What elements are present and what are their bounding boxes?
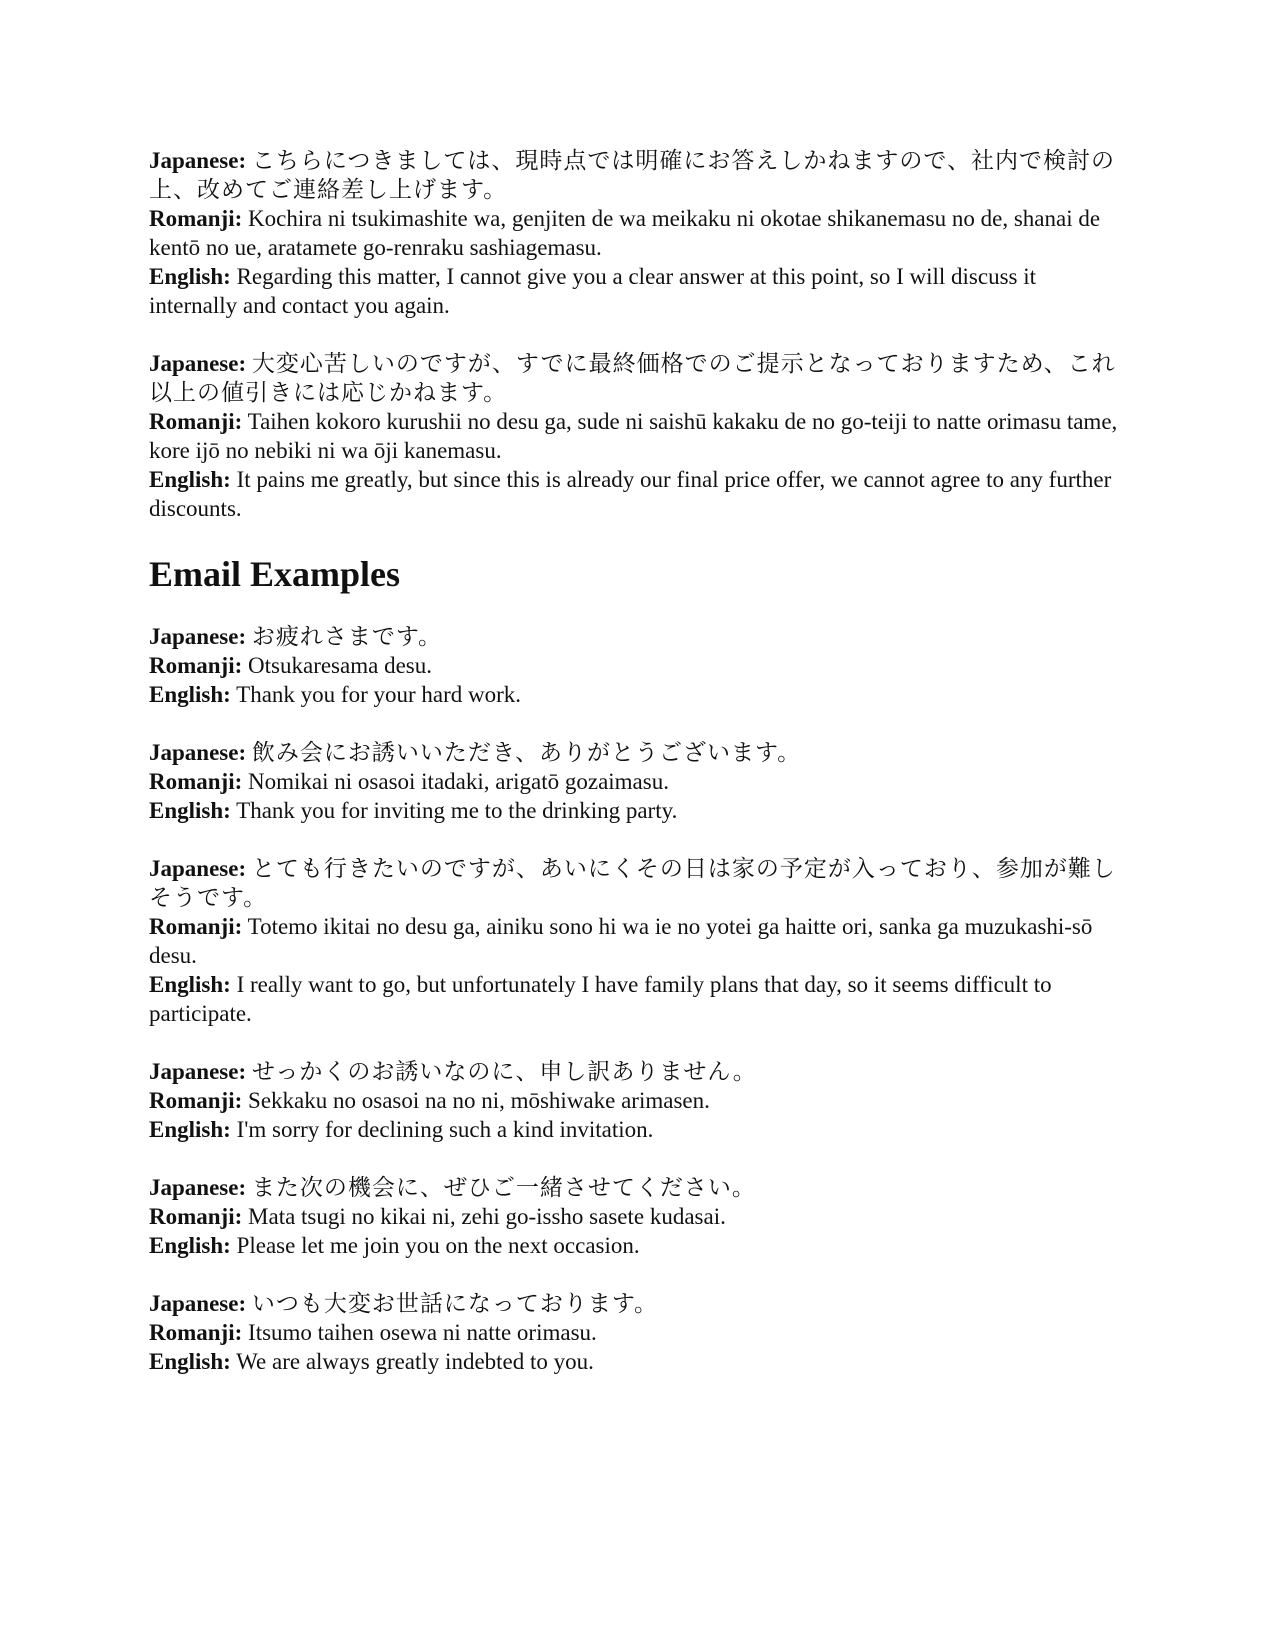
english-label: English: xyxy=(149,798,231,823)
japanese-text: いつも大変お世話になっております。 xyxy=(251,1291,659,1316)
romanji-line xyxy=(149,204,1129,262)
romanji-text: Taihen kokoro kurushii no desu ga, sude ni saishū kakaku de no go-teiji to natte orimasu tame, kore ijō no nebiki ni wa ōji kanemasu. xyxy=(149,409,1118,463)
romanji-label: Romanji: xyxy=(149,769,243,794)
romanji-label: Romanji: xyxy=(149,914,243,939)
japanese-line xyxy=(149,146,1129,204)
romanji-text: Kochira ni tsukimashite wa, genjiten de wa meikaku ni okotae shikanemasu no de, shanai de kentō no ue, aratamete go-renraku sashiagemasu. xyxy=(149,206,1101,260)
romanji-line xyxy=(149,651,1129,680)
english-label: English: xyxy=(149,1233,231,1258)
english-line xyxy=(149,1231,1129,1260)
phrase-entry xyxy=(149,146,1129,320)
english-text: It pains me greatly, but since this is already our final price offer, we cannot agree to any further discounts. xyxy=(149,467,1112,521)
english-text: Thank you for inviting me to the drinking party. xyxy=(236,798,678,823)
japanese-line xyxy=(149,738,1129,767)
email-phrase-entry xyxy=(149,1057,1129,1144)
english-line xyxy=(149,1347,1129,1376)
romanji-label: Romanji: xyxy=(149,1088,243,1113)
english-line xyxy=(149,680,1129,709)
japanese-label: Japanese: xyxy=(149,624,247,649)
english-label: English: xyxy=(149,682,231,707)
english-label: English: xyxy=(149,1349,231,1374)
japanese-label: Japanese: xyxy=(149,1059,247,1084)
japanese-label: Japanese: xyxy=(149,1291,247,1316)
english-line xyxy=(149,465,1129,523)
japanese-line xyxy=(149,854,1129,912)
email-phrase-entry xyxy=(149,622,1129,709)
english-text: I really want to go, but unfortunately I have family plans that day, so it seems difficult to participate. xyxy=(149,972,1052,1026)
section-heading: Email Examples xyxy=(149,554,401,594)
english-text: Regarding this matter, I cannot give you a clear answer at this point, so I will discuss it internally and contact you again. xyxy=(149,264,1037,318)
english-text: Thank you for your hard work. xyxy=(236,682,522,707)
english-text: Please let me join you on the next occasion. xyxy=(236,1233,640,1258)
english-label: English: xyxy=(149,467,231,492)
japanese-line xyxy=(149,1289,1129,1318)
romanji-label: Romanji: xyxy=(149,409,243,434)
romanji-line xyxy=(149,767,1129,796)
romanji-line xyxy=(149,1202,1129,1231)
phrase-entry xyxy=(149,349,1129,523)
english-label: English: xyxy=(149,1117,231,1142)
japanese-line xyxy=(149,1057,1129,1086)
romanji-label: Romanji: xyxy=(149,1204,243,1229)
japanese-text: 飲み会にお誘いいただき、ありがとうございます。 xyxy=(251,740,802,765)
japanese-line xyxy=(149,622,1129,651)
japanese-text: 大変心苦しいのですが、すでに最終価格でのご提示となっておりますため、これ以上の値引きには応じかねます。 xyxy=(149,351,1116,405)
english-line xyxy=(149,796,1129,825)
romanji-text: Otsukaresama desu. xyxy=(248,653,432,678)
english-text: We are always greatly indebted to you. xyxy=(236,1349,594,1374)
japanese-label: Japanese: xyxy=(149,148,247,173)
english-label: English: xyxy=(149,264,231,289)
romanji-label: Romanji: xyxy=(149,653,243,678)
japanese-label: Japanese: xyxy=(149,740,247,765)
romanji-text: Itsumo taihen osewa ni natte orimasu. xyxy=(248,1320,597,1345)
japanese-line xyxy=(149,349,1129,407)
japanese-label: Japanese: xyxy=(149,1175,247,1200)
email-phrase-entry xyxy=(149,854,1129,1028)
romanji-text: Totemo ikitai no desu ga, ainiku sono hi wa ie no yotei ga haitte ori, sanka ga muzukashi-sō desu. xyxy=(149,914,1093,968)
japanese-text: とても行きたいのですが、あいにくその日は家の予定が入っており、参加が難しそうです。 xyxy=(149,856,1116,910)
email-phrase-entry xyxy=(149,1289,1129,1376)
english-label: English: xyxy=(149,972,231,997)
japanese-label: Japanese: xyxy=(149,351,247,376)
english-line xyxy=(149,970,1129,1028)
english-line xyxy=(149,1115,1129,1144)
japanese-text: また次の機会に、ぜひご一緒させてください。 xyxy=(251,1175,756,1200)
document-page xyxy=(149,146,1129,1405)
japanese-line xyxy=(149,1173,1129,1202)
english-text: I'm sorry for declining such a kind invitation. xyxy=(236,1117,654,1142)
romanji-text: Mata tsugi no kikai ni, zehi go-issho sasete kudasai. xyxy=(248,1204,726,1229)
romanji-line xyxy=(149,1318,1129,1347)
japanese-text: お疲れさまです。 xyxy=(251,624,443,649)
romanji-line xyxy=(149,407,1129,465)
email-phrase-entry xyxy=(149,738,1129,825)
email-phrase-entry xyxy=(149,1173,1129,1260)
japanese-text: こちらにつきましては、現時点では明確にお答えしかねますので、社内で検討の上、改めてご連絡差し上げます。 xyxy=(149,148,1115,202)
romanji-text: Sekkaku no osasoi na no ni, mōshiwake arimasen. xyxy=(248,1088,710,1113)
romanji-line xyxy=(149,1086,1129,1115)
romanji-label: Romanji: xyxy=(149,206,243,231)
english-line xyxy=(149,262,1129,320)
romanji-text: Nomikai ni osasoi itadaki, arigatō gozaimasu. xyxy=(248,769,669,794)
romanji-line xyxy=(149,912,1129,970)
japanese-text: せっかくのお誘いなのに、申し訳ありません。 xyxy=(251,1059,757,1084)
romanji-label: Romanji: xyxy=(149,1320,243,1345)
japanese-label: Japanese: xyxy=(149,856,247,881)
